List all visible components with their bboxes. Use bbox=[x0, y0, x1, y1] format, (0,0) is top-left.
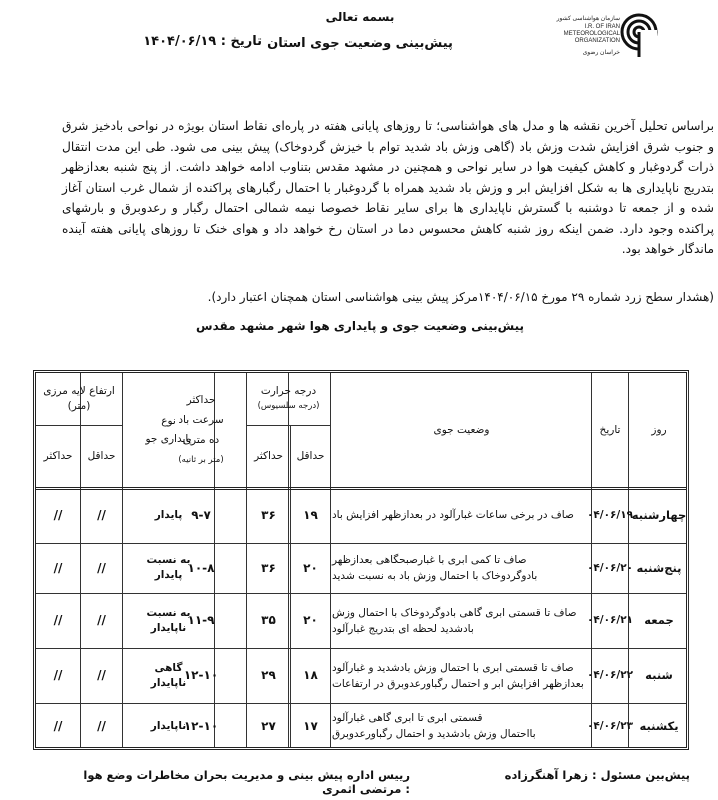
header-boundary-layer-unit: (متر) bbox=[67, 400, 91, 412]
row-temp-max: ۲۷ bbox=[261, 718, 276, 733]
forecast-paragraph: براساس تحلیل آخرین نقشه ها و مدل های هواشناسی؛ تا روزهای پایانی هفته در پاره‌ای نقاط استان بویژه در نواحی بادخیز شرق و جنوب شرق افزایش شدت وزش باد (گاهی وزش باد شدید توام با خیزش گردوخاک) پیش بینی می شود. طی این مدت انتقال ذرات گردوغبار و کاهش کیفیت هوا در سایر نواحی و همچنین در مشهد مقدس بتناوب ادامه خواهد داشت. از پنج شنبه بعدازظهر بتدریج ناپایداری ها به شکل افزایش ابر و وزش باد شدید همراه با گردوغبار با احتمال رگبارهای پراکنده از شمال غرب استان آغاز شده و از جمعه تا دوشنبه با گسترش ناپایداری ها برای سایر نقاط خصوصا نیمه شمالی احتمال رگبار و رعدوبرق و بارشهای پراکنده وجود دارد. ضمن اینکه روز شنبه کاهش محسوس دما در استان رخ خواهد داد و هوای خنک تا روزهای پایانی هفته آینده ماندگار خواهد بود. bbox=[62, 119, 714, 256]
condition-line-1: قسمتی ابری تا ابری گاهی غبارآلود bbox=[332, 712, 483, 724]
row-temp-max: ۳۶ bbox=[261, 507, 276, 522]
row-stability bbox=[123, 648, 214, 703]
row-stability bbox=[123, 543, 214, 593]
row-boundary-max: // bbox=[53, 560, 63, 575]
row-day: یکشنبه bbox=[639, 718, 679, 733]
header-stability bbox=[123, 373, 214, 487]
row-wind: ۱۲-۱۰ bbox=[183, 718, 219, 733]
row-boundary-max: // bbox=[53, 507, 63, 522]
condition-line-2: بادوگردوخاک با احتمال وزش باد به نسبت شدید bbox=[332, 570, 538, 582]
row-boundary-min: // bbox=[97, 560, 106, 575]
condition-line-2: بادشدید لحظه ای بتدریج غبارآلود bbox=[332, 622, 474, 635]
logo-line-3: ORGANIZATION bbox=[574, 38, 620, 44]
header-temp-max: حداکثر bbox=[254, 449, 283, 462]
row-condition bbox=[332, 703, 597, 749]
row-temp-min: ۲۰ bbox=[303, 613, 318, 627]
basmala: بسمه تعالی bbox=[325, 10, 395, 24]
header-temperature bbox=[247, 377, 330, 421]
header-wind-line1: حداکثر bbox=[186, 394, 216, 406]
row-boundary-min: // bbox=[97, 613, 106, 627]
row-boundary-min: // bbox=[97, 668, 106, 682]
row-day: شنبه bbox=[645, 668, 673, 682]
header-wind-line2: سرعت باد bbox=[178, 414, 224, 426]
row-day: جمعه bbox=[644, 613, 674, 627]
row-condition bbox=[332, 593, 597, 648]
stability-line-2: ناپایدار bbox=[150, 676, 187, 689]
stability-line-1: پایدار bbox=[154, 508, 183, 521]
condition-line-2: بااحتمال وزش بادشدید و احتمال رگباورعدوبرق bbox=[332, 728, 536, 740]
condition-line-2: بعدازظهر افزایش ابر و احتمال رگباورعدوبرق در ارتفاعات bbox=[332, 677, 584, 690]
row-temp-min: ۱۸ bbox=[303, 668, 318, 682]
header-stability-line1: نوع bbox=[161, 415, 176, 427]
header-boundary-max: حداکثر bbox=[43, 449, 73, 462]
date-line bbox=[62, 34, 262, 49]
row-date: ۰۴/۰۶/۲۰ bbox=[586, 561, 634, 574]
forecaster-name: پیش‌بین مسئول : زهرا آهنگرزاده bbox=[504, 768, 690, 782]
row-boundary-max: // bbox=[53, 668, 63, 682]
table-heading: پیش‌بینی وضعیت جوی و پایداری هوا شهر مشهد مقدس bbox=[196, 319, 524, 333]
row-stability bbox=[123, 703, 214, 749]
row-wind: ۹-۷ bbox=[191, 507, 211, 522]
logo-line-fa: سازمان هواشناسی کشور bbox=[556, 16, 620, 22]
spiral-logo-icon bbox=[620, 10, 658, 58]
department-head-name: رییس اداره پیش بینی و مدیریت بحران مخاطرات وضع هوا : مرتضی اثمری bbox=[83, 768, 410, 796]
row-wind: ۱۰-۸ bbox=[187, 560, 215, 575]
row-date: ۰۴/۰۶/۲۲ bbox=[586, 669, 634, 681]
row-condition bbox=[332, 648, 597, 703]
stability-line-2: پایدار bbox=[154, 569, 183, 581]
row-temp-min: ۲۰ bbox=[303, 560, 318, 575]
row-date: ۰۴/۰۶/۲۳ bbox=[586, 719, 634, 732]
logo-line-1: I.R. OF IRAN bbox=[584, 24, 620, 30]
forecast-table bbox=[33, 370, 689, 750]
row-temp-max: ۳۵ bbox=[261, 613, 276, 627]
row-temp-min: ۱۹ bbox=[303, 507, 318, 522]
condition-line-1: صاف در برخی ساعات غبارآلود در بعدازظهر افزایش باد bbox=[332, 509, 574, 521]
row-wind: ۱۱-۹ bbox=[187, 613, 215, 627]
stability-line-1: ناپایدار bbox=[150, 719, 187, 732]
warning-note: (هشدار سطح زرد شماره ۲۹ مورخ ۱۴۰۴/۰۶/۱۵مرکز پیش بینی هواشناسی استان همچنان اعتبار دارد). bbox=[207, 290, 714, 304]
stability-line-2: ناپایدار bbox=[150, 621, 187, 634]
stability-line-1: گاهی bbox=[154, 661, 183, 674]
header-wind-line3: ده متری bbox=[182, 434, 220, 446]
logo-line-province: خراسان رضوی bbox=[582, 50, 620, 56]
row-wind: ۱۲-۱۰ bbox=[183, 668, 219, 682]
header-temperature-title: درجه حرارت bbox=[260, 385, 317, 397]
header-temp-min: حداقل bbox=[296, 449, 325, 462]
meteorological-organization-logo bbox=[540, 10, 660, 70]
row-stability bbox=[123, 487, 214, 543]
header-date: تاریخ bbox=[599, 423, 621, 436]
col-divider bbox=[330, 373, 331, 747]
row-stability bbox=[123, 593, 214, 648]
header-boundary-layer-title: ارتفاع لایه مرزی bbox=[43, 385, 115, 397]
col-divider bbox=[688, 373, 689, 747]
row-temp-min: ۱۷ bbox=[303, 718, 318, 733]
date-value: ۱۴۰۴/۰۶/۱۹ bbox=[143, 34, 217, 49]
stability-line-1: به نسبت bbox=[146, 606, 191, 619]
header-wind-unit: (متر بر ثانیه) bbox=[178, 455, 224, 465]
header-boundary-min: حداقل bbox=[87, 449, 116, 462]
row-boundary-max: // bbox=[53, 718, 63, 733]
header-stability-line2: پایداری جو bbox=[145, 433, 192, 445]
condition-line-1: صاف تا کمی ابری با غبارصبحگاهی بعدازظهر bbox=[332, 554, 527, 566]
row-temp-max: ۳۶ bbox=[261, 560, 276, 575]
row-temp-max: ۲۹ bbox=[261, 668, 276, 682]
header-condition: وضعیت جوی bbox=[433, 423, 490, 436]
row-date: ۰۴/۰۶/۱۹ bbox=[586, 508, 634, 521]
row-boundary-min: // bbox=[97, 507, 106, 522]
row-boundary-min: // bbox=[97, 718, 106, 733]
header-boundary-layer bbox=[36, 377, 122, 421]
document-title: پیش‌بینی وضعیت جوی استان bbox=[267, 36, 453, 51]
header-temperature-unit: (درجه سلسیوس) bbox=[257, 401, 320, 411]
condition-line-1: صاف تا قسمتی ابری با احتمال وزش بادشدید و غبارآلود bbox=[332, 661, 574, 674]
row-date: ۰۴/۰۶/۲۱ bbox=[586, 614, 634, 626]
stability-line-1: به نسبت bbox=[146, 554, 191, 566]
row-condition bbox=[332, 543, 597, 593]
row-day: چهارشنبه bbox=[631, 507, 687, 522]
header-day: روز bbox=[651, 423, 667, 436]
date-label: تاریخ : bbox=[220, 34, 262, 49]
row-boundary-max: // bbox=[53, 613, 63, 627]
condition-line-1: صاف تا قسمتی ابری گاهی بادوگردوخاک با احتمال وزش bbox=[332, 606, 577, 619]
row-condition bbox=[332, 487, 597, 543]
row-day: پنج‌شنبه bbox=[636, 560, 682, 575]
logo-line-2: METEOROLOGICAL bbox=[563, 31, 620, 37]
